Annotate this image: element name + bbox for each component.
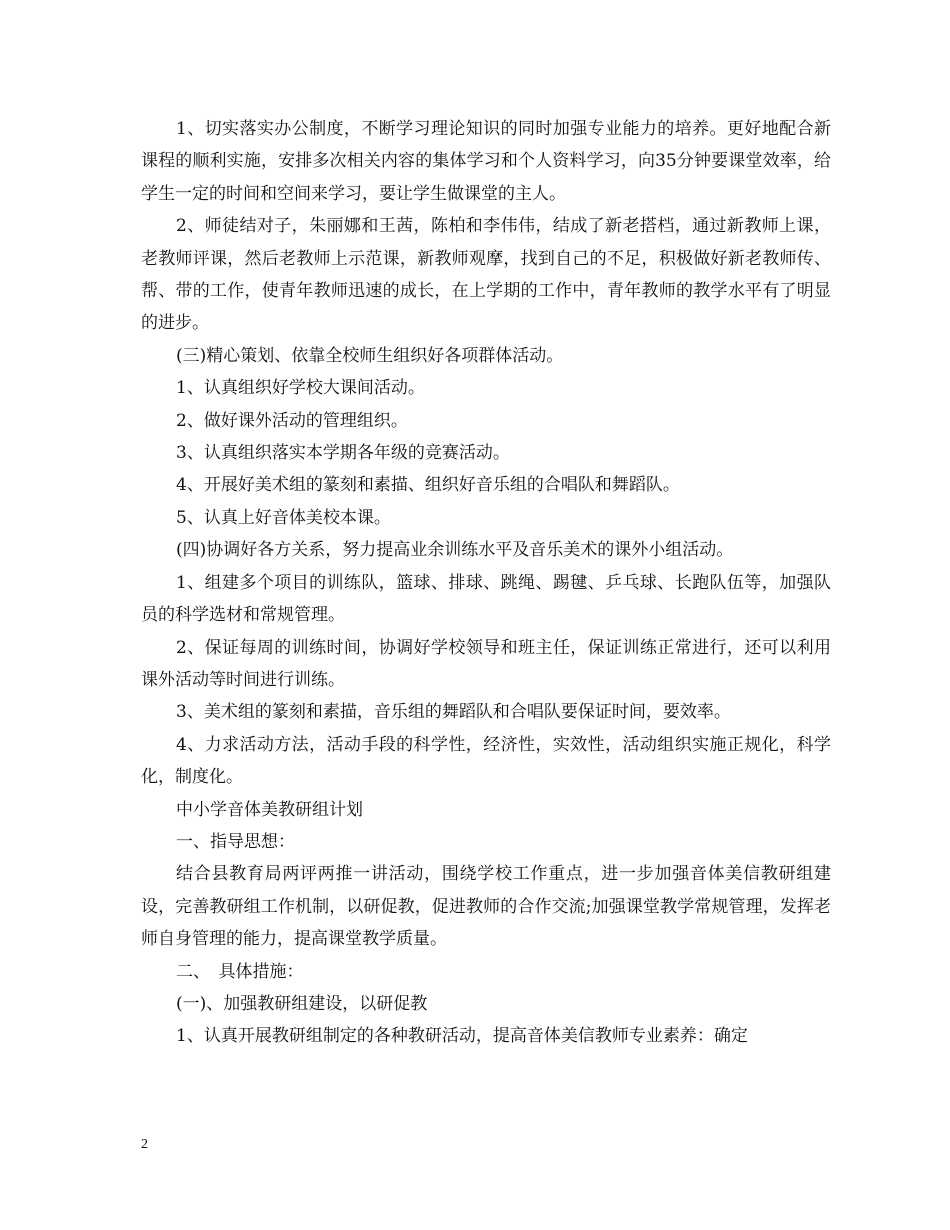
paragraph: 1、切实落实办公制度，不断学习理论知识的同时加强专业能力的培养。更好地配合新课程的顺利实施，安排多次相关内容的集体学习和个人资料学习，向35分钟要课堂效率，给学生一定的时间和空间来学习，要让学生做课堂的主人。 xyxy=(141,119,831,204)
document-body xyxy=(141,113,831,1053)
subsection-heading: (一)、加强教研组建设，以研促教 xyxy=(176,993,428,1014)
list-item: 1、认真组织好学校大课间活动。 xyxy=(176,378,425,399)
list-item: 5、认真上好音体美校本课。 xyxy=(176,507,391,528)
section-heading: (三)精心策划、依靠全校师生组织好各项群体活动。 xyxy=(176,345,564,366)
section-heading: 二、 具体措施： xyxy=(176,961,304,982)
list-item: 1、组建多个项目的训练队，篮球、排球、跳绳、踢毽、乒乓球、长跑队伍等，加强队员的科学选材和常规管理。 xyxy=(141,572,831,626)
list-item: 4、开展好美术组的篆刻和素描、组织好音乐组的合唱队和舞蹈队。 xyxy=(176,475,680,496)
list-item: 2、保证每周的训练时间，协调好学校领导和班主任，保证训练正常进行，还可以利用课外活动等时间进行训练。 xyxy=(141,637,831,690)
list-item: 1、认真开展教研组制定的各种教研活动，提高音体美信教师专业素养：确定 xyxy=(176,1026,748,1047)
document-title: 中小学音体美教研组计划 xyxy=(176,799,363,820)
page-number: 2 xyxy=(141,1137,148,1152)
section-heading: 一、指导思想： xyxy=(176,831,295,852)
list-item: 3、认真组织落实本学期各年级的竞赛活动。 xyxy=(176,443,510,464)
list-item: 3、美术组的篆刻和素描，音乐组的舞蹈队和合唱队要保证时间，要效率。 xyxy=(176,702,731,723)
list-item: 2、做好课外活动的管理组织。 xyxy=(176,410,408,431)
list-item: 4、力求活动方法，活动手段的科学性，经济性，实效性，活动组织实施正规化，科学化，制度化。 xyxy=(141,734,831,788)
paragraph: 结合县教育局两评两推一讲活动，围绕学校工作重点，进一步加强音体美信教研组建设，完善教研组工作机制，以研促教，促进教师的合作交流;加强课堂教学常规管理，发挥老师自身管理的能力，提高课堂教学质量。 xyxy=(141,864,831,950)
section-heading: (四)协调好各方关系，努力提高业余训练水平及音乐美术的课外小组活动。 xyxy=(176,540,734,561)
paragraph: 2、师徒结对子，朱丽娜和王茜，陈柏和李伟伟，结成了新老搭档，通过新教师上课，老教师评课，然后老教师上示范课，新教师观摩，找到自己的不足，积极做好新老教师传、帮、带的工作，使青年教师迅速的成长，在上学期的工作中，青年教师的教学水平有了明显的进步。 xyxy=(141,216,831,334)
